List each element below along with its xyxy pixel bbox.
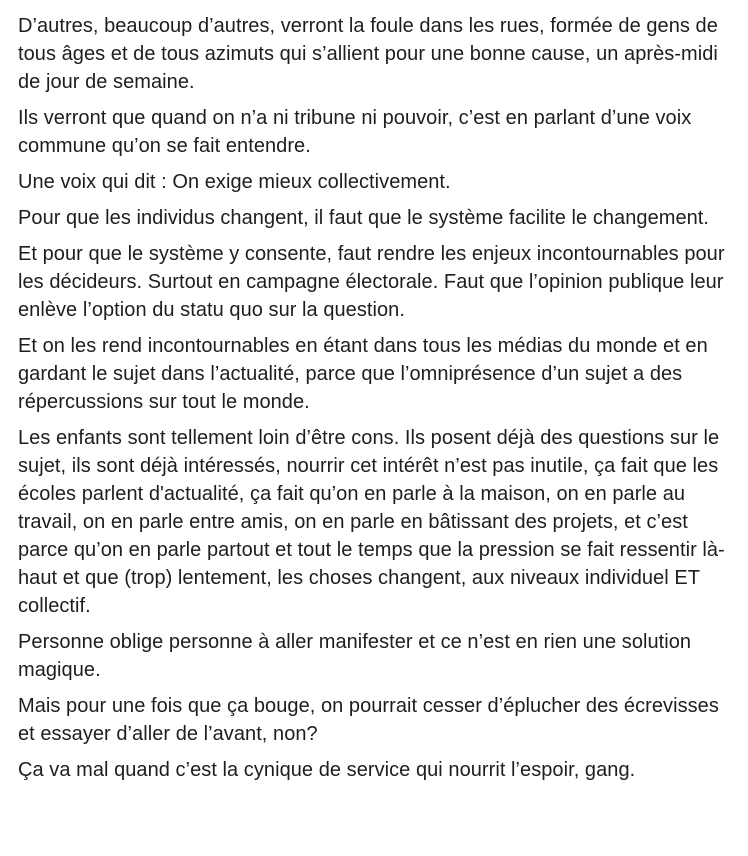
post-paragraph: D’autres, beaucoup d’autres, verront la foule dans les rues, formée de gens de tous âges et de tous azimuts qui s’allient pour une bonne cause, un après-midi de jour de semaine.	[18, 15, 718, 93]
post-paragraph: Ils verront que quand on n’a ni tribune ni pouvoir, c’est en parlant d’une voix commune qu’on se fait entendre.	[18, 107, 692, 157]
post-paragraph: Pour que les individus changent, il faut que le système facilite le changement.	[18, 207, 710, 229]
post-paragraph: Et on les rend incontournables en étant dans tous les médias du monde et en gardant le sujet dans l’actualité, parce que l’omniprésence d’un sujet a des répercussions sur tout le monde.	[18, 335, 708, 413]
post-paragraph: Et pour que le système y consente, faut rendre les enjeux incontournables pour les décideurs. Surtout en campagne électorale. Faut que l’opinion publique leur enlève l’option du statu quo sur la question.	[18, 243, 725, 321]
post-paragraph: Mais pour une fois que ça bouge, on pourrait cesser d’éplucher des écrevisses et essayer d’aller de l’avant, non?	[18, 695, 719, 745]
post-paragraph: Une voix qui dit : On exige mieux collectivement.	[18, 171, 451, 193]
post-paragraph: Personne oblige personne à aller manifester et ce n’est en rien une solution magique.	[18, 631, 692, 681]
post-paragraph: Les enfants sont tellement loin d’être cons. Ils posent déjà des questions sur le sujet, ils sont déjà intéressés, nourrir cet intérêt n’est pas inutile, ça fait que les écoles parlent d'actualité, ça fait qu’on en parle à la maison, on en parle au travail, on en parle entre amis, on en parle en bâtissant des projets, et c’est parce qu’on en parle partout et tout le temps que la pression se fait ressentir là-haut et que (trop) lentement, les choses changent, aux niveaux individuel ET collectif.	[18, 427, 725, 617]
post-paragraph: Ça va mal quand c’est la cynique de service qui nourrit l’espoir, gang.	[18, 759, 636, 781]
